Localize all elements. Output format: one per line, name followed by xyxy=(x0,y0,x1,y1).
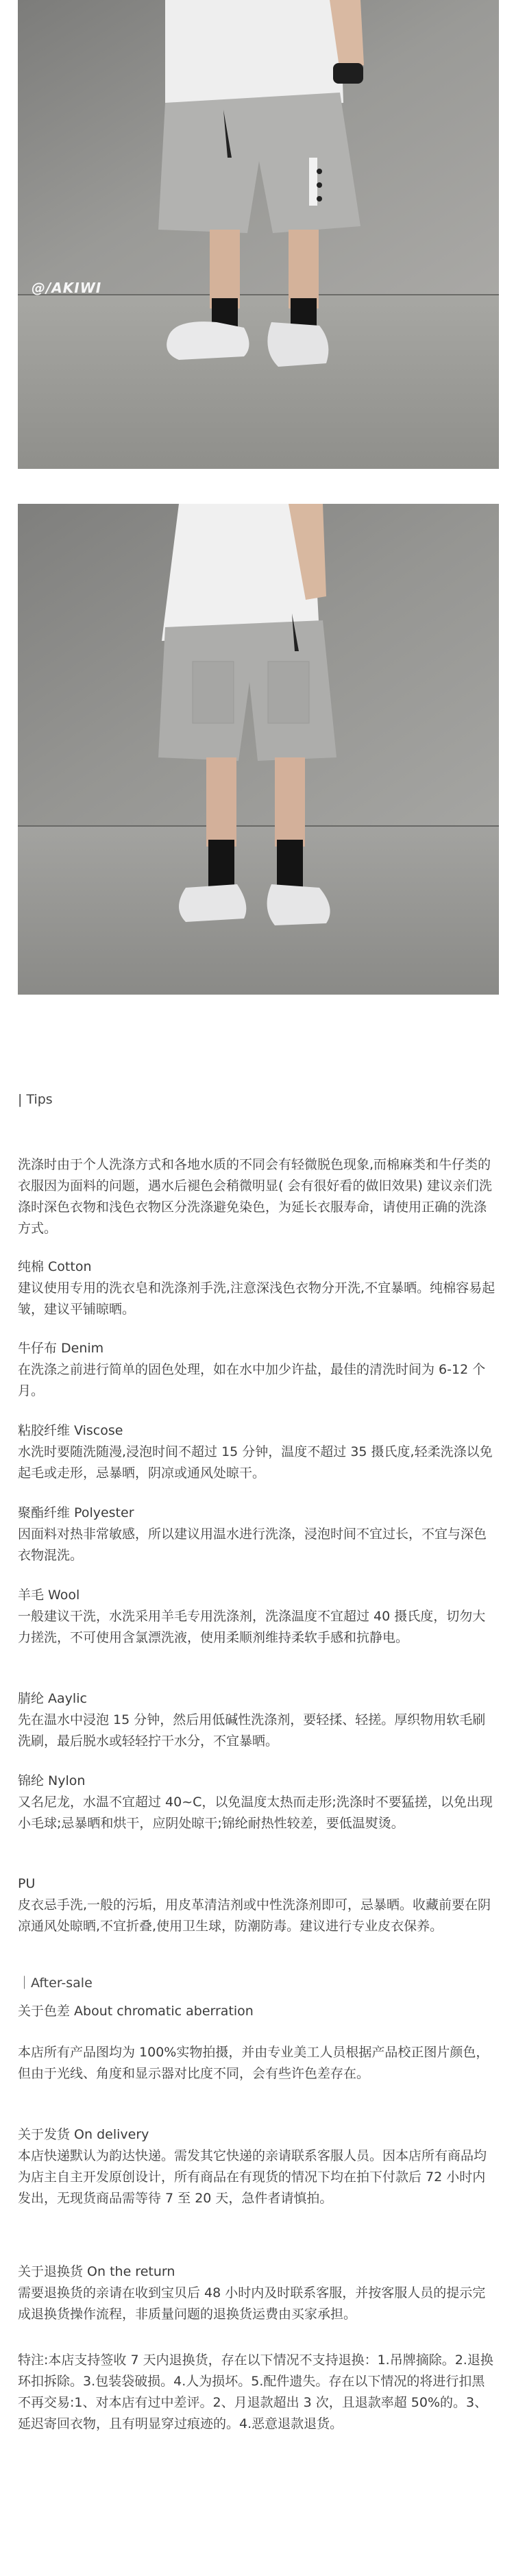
after-sale-color-body xyxy=(18,2042,498,2085)
care-item-body: 皮衣忌手洗,一般的污垢，用皮革清洁剂或中性洗涤剂即可，忌暴晒。收藏前要在阴凉通风处晾晒,不宜折叠,使用卫生球，防潮防毒。建议进行专业皮衣保养。 xyxy=(18,1897,491,1934)
after-sale-title: 关于发货 On delivery xyxy=(18,2127,149,2142)
care-item-body: 在洗涤之前进行简单的固色处理，如在水中加少许盐，最佳的清洗时间为 6-12 个月。 xyxy=(18,1362,486,1398)
after-sale-body: 本店快递默认为韵达快递。需发其它快递的亲请联系客服人员。因本店所有商品均为店主自主开发原创设计，所有商品在有现货的情况下均在拍下付款后 72 小时内发出，无现货商品需等待 7 至 20 天，急件者请慎拍。 xyxy=(18,2148,487,2206)
after-sale-notice xyxy=(18,2350,498,2435)
care-item-title: 纯棉 Cotton xyxy=(18,1259,92,1274)
product-photo-front-side xyxy=(18,0,499,469)
care-item-body: 又名尼龙，水温不宜超过 40~C，以免温度太热而走形;洗涤时不要猛搓，以免出现小毛球;忌暴晒和烘干，应阴处晾干;锦纶耐热性较差，要低温熨烫。 xyxy=(18,1795,493,1831)
after-sale-notice-text: 特注:本店支持签收 7 天内退换货，存在以下情况不支持退换：1.吊牌摘除。2.退换环扣拆除。3.包装袋破损。4.人为损坏。5.配件遗失。存在以下情况的将进行扣黑不再交易:1、对本店有过中差评。2、月退款超出 3 次，且退款率超 50%的。3、延迟寄回衣物，且有明显穿过痕迹的。4.恶意退款退货。 xyxy=(18,2353,493,2431)
care-item-title: 腈纶 Aaylic xyxy=(18,1691,87,1706)
after-sale-return xyxy=(18,2261,498,2325)
product-photo-front xyxy=(18,504,499,995)
model-photo-illustration xyxy=(18,504,499,995)
care-item-title: 牛仔布 Denim xyxy=(18,1341,104,1356)
care-item-title: 聚酯纤维 Polyester xyxy=(18,1505,134,1520)
after-sale-section xyxy=(18,1973,498,1993)
care-item-acrylic xyxy=(18,1688,498,1752)
tips-intro: 洗涤时由于个人洗涤方式和各地水质的不同会有轻微脱色现象,而棉麻类和牛仔类的衣服因为面料的问题，遇水后褪色会稍微明显( 会有很好看的做旧效果) 建议亲们洗涤时深色衣物和浅色衣物区分洗涤避免染色，为延长衣服寿命，请使用正确的洗涤方式。 xyxy=(18,1157,492,1236)
after-sale-header: ｜After-sale xyxy=(18,1976,93,1991)
care-item-wool xyxy=(18,1585,498,1649)
care-item-body: 建议使用专用的洗衣皂和洗涤剂手洗,注意深浅色衣物分开洗,不宜暴晒。纯棉容易起皱，建议平铺晾晒。 xyxy=(18,1280,495,1317)
model-photo-illustration xyxy=(18,0,499,469)
care-item-title: 羊毛 Wool xyxy=(18,1588,80,1603)
care-item-nylon xyxy=(18,1771,498,1834)
care-item-body: 因面料对热非常敏感，所以建议用温水进行洗涤，浸泡时间不宜过长，不宜与深色衣物混洗。 xyxy=(18,1527,487,1563)
after-sale-body: 本店所有产品图均为 100%实物拍摄，并由专业美工人员根据产品校正图片颜色，但由于光线、角度和显示器对比度不同，会有些许色差存在。 xyxy=(18,2045,489,2081)
care-item-denim xyxy=(18,1338,498,1402)
tips-intro-block xyxy=(18,1154,498,1239)
care-item-body: 水洗时要随洗随漫,浸泡时间不超过 15 分钟，温度不超过 35 摄氏度,轻柔洗涤以免起毛或走形，忌暴晒，阴凉或通风处晾干。 xyxy=(18,1444,493,1481)
after-sale-title: 关于退换货 On the return xyxy=(18,2264,175,2279)
tips-header: | Tips xyxy=(18,1092,53,1107)
brand-watermark: @/AKIWI xyxy=(32,280,102,296)
care-item-pu xyxy=(18,1873,498,1937)
care-item-title: 粘胶纤维 Viscose xyxy=(18,1423,123,1438)
after-sale-color xyxy=(18,2001,498,2022)
care-item-title: 锦纶 Nylon xyxy=(18,1773,86,1788)
care-item-cotton xyxy=(18,1256,498,1320)
care-item-title: PU xyxy=(18,1876,36,1891)
after-sale-body: 需要退换货的亲请在收到宝贝后 48 小时内及时联系客服，并按客服人员的提示完成退换货操作流程，非质量问题的退换货运费由买家承担。 xyxy=(18,2285,486,2322)
care-item-polyester xyxy=(18,1503,498,1566)
after-sale-delivery xyxy=(18,2124,498,2209)
after-sale-title: 关于色差 About chromatic aberration xyxy=(18,2004,254,2019)
care-item-body: 先在温水中浸泡 15 分钟，然后用低碱性洗涤剂，要轻揉、轻搓。厚织物用软毛刷洗刷，最后脱水或轻轻拧干水分，不宜暴晒。 xyxy=(18,1712,486,1749)
care-item-viscose xyxy=(18,1420,498,1484)
care-item-body: 一般建议干洗，水洗采用羊毛专用洗涤剂，洗涤温度不宜超过 40 摄氏度，切勿大力搓洗，不可使用含氯漂洗液，使用柔顺剂维持柔软手感和抗静电。 xyxy=(18,1609,486,1645)
tips-section xyxy=(18,1090,498,1109)
